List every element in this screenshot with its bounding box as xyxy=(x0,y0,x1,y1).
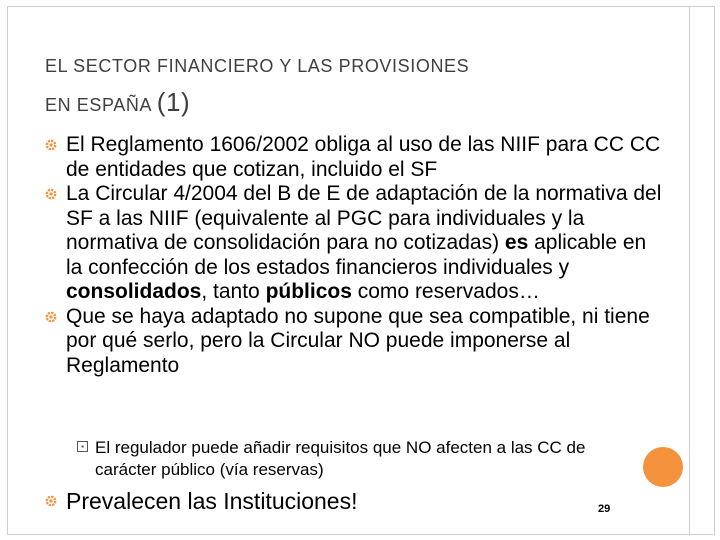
sub-bullet-list xyxy=(77,437,647,481)
title-line-1: EL SECTOR FINANCIERO Y LAS PROVISIONES xyxy=(45,56,470,76)
square-bullet-icon: ▪ xyxy=(77,441,88,452)
title-line-2-text: EN ESPAÑA xyxy=(45,95,152,115)
bullet-list xyxy=(45,133,665,378)
bold-text: consolidados xyxy=(66,280,202,303)
bullet-item xyxy=(45,182,665,305)
final-bullet-item xyxy=(45,487,605,515)
slide-frame-right-band xyxy=(689,6,715,536)
bold-text: es xyxy=(504,231,529,254)
text-run: Que se haya adaptado no supone que sea compatible, ni tiene por qué serlo, pero la Circular NO puede imponerse al Reglamento xyxy=(66,304,650,377)
final-bullet-list xyxy=(45,487,605,515)
final-bullet-text: Prevalecen las Instituciones! xyxy=(66,488,358,514)
bold-text: públicos xyxy=(265,280,352,303)
title-suffix: (1) xyxy=(156,87,191,117)
text-run: , tanto xyxy=(201,280,266,303)
slide-frame-left xyxy=(7,6,8,535)
slide-frame-bottom xyxy=(7,534,713,535)
sub-bullet-text: El regulador puede añadir requisitos que NO afecten a las CC de carácter público (vía reservas) xyxy=(95,438,586,479)
slide-title xyxy=(45,48,469,123)
bullet-text xyxy=(66,305,650,377)
sub-bullet-item xyxy=(77,437,647,481)
orange-gear-icon xyxy=(45,188,57,200)
bullet-text xyxy=(66,133,660,181)
slide-frame-top xyxy=(7,6,715,17)
bullet-text xyxy=(66,182,661,303)
decorative-orange-circle xyxy=(643,447,683,487)
text-run: La Circular 4/2004 del B de E de adaptación de la normativa del SF a las NIIF (equivalente al PGC para individuales y la normativa de consolidación para no cotizadas) xyxy=(66,182,662,254)
bullet-item xyxy=(45,133,665,182)
bullet-item xyxy=(45,305,665,379)
text-run: aplicable en la confección de los estados financieros individuales y xyxy=(66,231,647,279)
orange-gear-icon xyxy=(45,139,57,151)
text-run: El Reglamento 1606/2002 obliga al uso de las NIIF para CC CC de entidades que cotizan, incluido el SF xyxy=(66,133,661,181)
title-line-2 xyxy=(45,84,469,123)
orange-gear-icon xyxy=(45,495,57,507)
text-run: como reservados… xyxy=(351,280,540,303)
page-number: 29 xyxy=(598,503,611,515)
orange-gear-icon xyxy=(45,311,57,323)
